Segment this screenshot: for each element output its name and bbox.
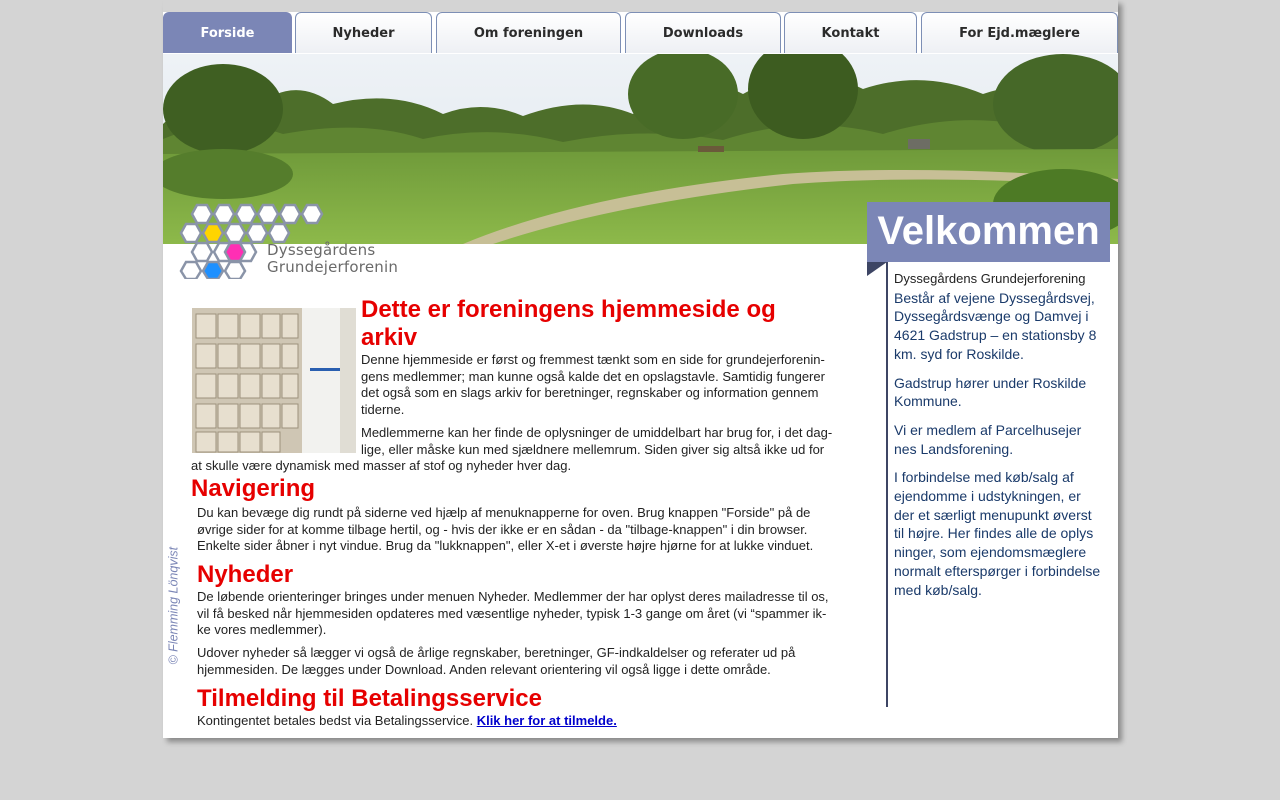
sidebar-divider xyxy=(886,262,888,707)
logo xyxy=(177,203,397,279)
body-paragraph: Denne hjemmeside er først og fremmest tænkt som en side for grundejerforenin-gens medlemmer; man kunne også kalde det en opslagstavle. Samtidig fungerer det også som en slags arkiv for beretninger, regnskaber og information gennem tiderne. xyxy=(361,352,825,418)
main-content xyxy=(191,296,836,735)
betalingsservice-text: Kontingentet betales bedst via Betalingsservice. xyxy=(197,712,474,728)
tab-for-ejd-maeglere[interactable]: For Ejd.mæglere xyxy=(921,12,1118,53)
section-heading: Dette er foreningens hjemmeside og arkiv xyxy=(361,296,776,351)
sidebar-paragraph: I forbindelse med køb/salg af ejendomme i udstykningen, er der et særligt menupunkt øverst til højre. Her findes alle de oplys ninger, som ejendomsmæglere normalt efterspørger i forbindelse med køb/salg. xyxy=(894,469,1101,598)
photo-credit xyxy=(164,532,182,667)
page-container xyxy=(163,0,1118,738)
section-heading: Nyheder xyxy=(197,561,294,589)
section-heading: Navigering xyxy=(191,474,316,502)
archive-shelves-image xyxy=(192,308,356,453)
tab-forside[interactable]: Forside xyxy=(163,12,292,53)
tab-downloads[interactable]: Downloads xyxy=(625,12,781,53)
welcome-heading: Velkommen xyxy=(867,202,1110,262)
section-heading: Tilmelding til Betalingsservice xyxy=(197,684,542,712)
body-paragraph: Udover nyheder så lægger vi også de årlige regnskaber, beretninger, GF-indkaldelser og referater ud på hjemmesiden. De lægges under Download. Anden relevant orientering vil også ligge i dette område. xyxy=(197,645,796,677)
sidebar-paragraph: Vi er medlem af Parcelhusejer nes Landsforening. xyxy=(894,421,1082,457)
body-paragraph: Medlemmerne kan her finde de oplysninger de umiddelbart har brug for, i det dag-lige, eller måske kun med sjældnere mellemrum. Siden giver sig altså ikke ud for at skulle være dynamisk med masser af stof og nyheder hver dag. xyxy=(191,424,833,474)
photo-credit-text: © Flemming Lönqvist xyxy=(166,546,181,665)
sidebar xyxy=(894,270,1104,609)
body-paragraph: Du kan bevæge dig rundt på siderne ved hjælp af menuknapperne for oven. Brug knappen "Forside" på de øvrige sider for at komme tilbage hertil, og - hvis der ikke er en sådan - da "tilbage-knappen" i din browser. Enkelte sider åbner i nyt vindue. Brug da "lukknappen", eller X-et i øverste højre hjørne for at lukke vinduet. xyxy=(197,504,814,554)
tab-nyheder[interactable]: Nyheder xyxy=(295,12,432,53)
sidebar-paragraph: Består af vejene Dyssegårdsvej, Dyssegårdsvænge og Damvej i 4621 Gadstrup – en stationsby 8 km. syd for Roskilde. xyxy=(894,289,1097,362)
sidebar-lead: Dyssegårdens Grundejerforening xyxy=(894,271,1086,286)
sidebar-paragraph: Gadstrup hører under Roskilde Kommune. xyxy=(894,374,1087,410)
logo-text-line2: Grundejerforenin xyxy=(267,258,399,276)
logo-text-line1: Dyssegårdens xyxy=(267,241,376,259)
welcome-corner-decoration xyxy=(867,262,887,276)
body-paragraph: De løbende orienteringer bringes under menuen Nyheder. Medlemmer der har oplyst deres mailadresse til os, vil få besked når hjemmesiden opdateres med væsentlige nyheder, typisk 1-3 gange om året (vi “spammer ik-ke vores medlemmer). xyxy=(197,589,829,638)
betalingsservice-signup-link[interactable]: Klik her for at tilmelde. xyxy=(476,712,617,728)
top-strip xyxy=(163,0,1118,12)
body-paragraph xyxy=(197,713,836,730)
tab-om-foreningen[interactable]: Om foreningen xyxy=(436,12,621,53)
tab-kontakt[interactable]: Kontakt xyxy=(784,12,917,53)
